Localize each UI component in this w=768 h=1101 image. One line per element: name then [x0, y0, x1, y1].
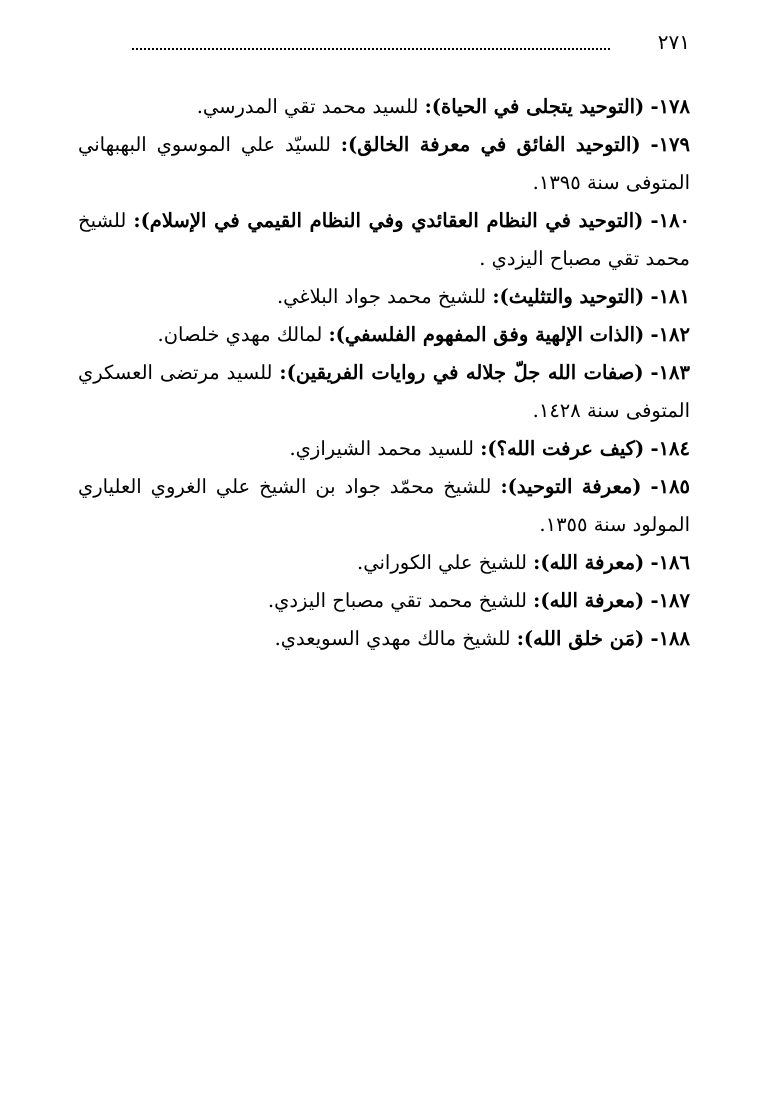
entry-author: للشيخ مالك مهدي السويعدي. — [274, 627, 511, 650]
entry-author: للشيخ علي الكوراني. — [357, 551, 527, 574]
entry-number: ١٨٥- — [650, 475, 691, 498]
entry-number: ١٨٨- — [650, 627, 690, 650]
list-item — [78, 620, 690, 658]
entry-title: (معرفة الله): — [533, 589, 645, 612]
entry-title: (التوحيد الفائق في معرفة الخالق): — [340, 133, 641, 156]
entry-title: (معرفة الله): — [533, 551, 645, 574]
entry-author: للشيخ محمد تقي مصباح اليزدي . — [78, 209, 690, 270]
entry-number: ١٨٦- — [650, 551, 690, 574]
entry-author: للسيد محمد تقي المدرسي. — [196, 95, 419, 118]
page-header — [78, 30, 690, 54]
list-item — [78, 354, 690, 430]
entry-title: (معرفة التوحيد): — [500, 475, 642, 498]
list-item — [78, 88, 690, 126]
list-item — [78, 278, 690, 316]
list-item — [78, 430, 690, 468]
entry-author: للسيّد علي الموسوي البهبهاني المتوفى سنة ١٣٩٥. — [78, 133, 690, 194]
entry-author: للشيخ محمد تقي مصباح اليزدي. — [267, 589, 527, 612]
list-item — [78, 316, 690, 354]
entry-author: للشيخ محمد جواد البلاغي. — [276, 285, 487, 308]
entry-author: للسيد محمد الشيرازي. — [289, 437, 474, 460]
entry-title: (كيف عرفت الله؟): — [480, 437, 645, 460]
bibliography-list — [78, 88, 690, 658]
entry-title: (التوحيد والتثليث): — [492, 285, 645, 308]
entry-title: (التوحيد يتجلى في الحياة): — [424, 95, 645, 118]
entry-number: ١٧٨- — [650, 95, 690, 118]
entry-number: ١٨٢- — [650, 323, 690, 346]
list-item — [78, 468, 690, 544]
entry-title: (الذات الإلهية وفق المفهوم الفلسفي): — [328, 323, 645, 346]
entry-number: ١٨١- — [650, 285, 690, 308]
list-item — [78, 582, 690, 620]
entry-title: (صفات الله جلّ جلاله في روايات الفريقين): — [279, 361, 644, 384]
entry-number: ١٧٩- — [650, 133, 690, 156]
entry-number: ١٨٧- — [650, 589, 690, 612]
entry-title: (التوحيد في النظام العقائدي وفي النظام القيمي في الإسلام): — [133, 209, 644, 232]
entry-author: لمالك مهدي خلصان. — [157, 323, 323, 346]
list-item — [78, 544, 690, 582]
entry-number: ١٨٤- — [650, 437, 690, 460]
list-item — [78, 126, 690, 202]
entry-author: للشيخ محمّد جواد بن الشيخ علي الغروي العلياري المولود سنة ١٣٥٥. — [78, 475, 690, 536]
page-number: ٢٧١ — [657, 30, 690, 54]
entry-title: (مَن خلق الله): — [516, 627, 645, 650]
entry-number: ١٨٠- — [650, 209, 691, 232]
entry-number: ١٨٣- — [650, 361, 690, 384]
entry-author: للسيد مرتضى العسكري المتوفى سنة ١٤٢٨. — [78, 361, 690, 422]
list-item — [78, 202, 690, 278]
header-dotted-rule — [132, 34, 610, 50]
